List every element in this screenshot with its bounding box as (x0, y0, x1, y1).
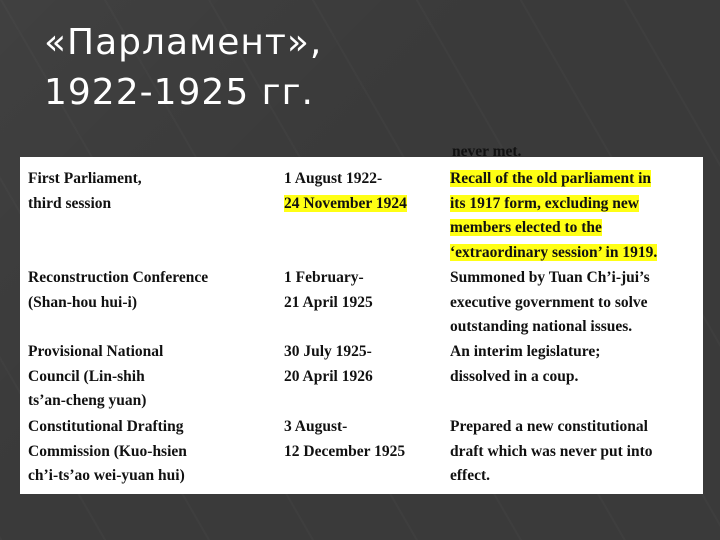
table-row-3-body (28, 340, 163, 414)
row-1-body-line-2: third session (28, 194, 112, 212)
row-4-body-line-3: ch’i-ts’ao wei-yuan hui) (28, 467, 185, 485)
table-row-1-body (28, 167, 142, 216)
row-4-body-line-2: Commission (Kuo-hsien (28, 442, 187, 460)
table-row-2-notes (450, 266, 650, 340)
row-1-note-line-2-wrap (450, 192, 657, 217)
row-3-body-line-1: Provisional National (28, 343, 164, 360)
table-row-3-dates (284, 340, 373, 389)
row-2-date-end: 21 April 1925 (284, 293, 373, 311)
row-1-body-line-1: First Parliament, (28, 170, 142, 187)
row-3-date-end: 20 April 1926 (284, 367, 373, 385)
slide-title (44, 18, 322, 118)
table-row-4-notes (450, 415, 653, 489)
row-4-body-line-1: Constitutional Drafting (28, 418, 184, 435)
table-row-3-notes (450, 340, 600, 389)
table-row-1-dates (284, 167, 407, 216)
row-1-note-line-1: Recall of the old parliament in (450, 170, 652, 187)
row-4-note-line-3: effect. (450, 467, 490, 485)
row-1-date-end-wrap (284, 192, 407, 217)
row-2-body-line-2: (Shan-hou hui-i) (28, 293, 137, 311)
title-line-2: 1922-1925 гг. (44, 72, 314, 113)
row-3-date-start: 30 July 1925- (284, 343, 372, 360)
row-2-note-line-3: outstanding national issues. (450, 318, 633, 336)
row-4-date-end: 12 December 1925 (284, 442, 406, 460)
table-row-1-notes (450, 167, 657, 266)
cut-off-text: never met. (452, 143, 522, 160)
row-1-note-line-1-wrap (450, 167, 657, 192)
row-1-note-line-2: its 1917 form, excluding new (450, 194, 640, 212)
table-row-4-body (28, 415, 187, 489)
row-1-note-line-3: members elected to the (450, 219, 602, 237)
row-3-note-line-2: dissolved in a coup. (450, 367, 579, 385)
scanned-table-image (20, 143, 703, 494)
row-2-note-line-1: Summoned by Tuan Ch’i-jui’s (450, 269, 650, 286)
row-1-date-start: 1 August 1922- (284, 170, 383, 187)
row-2-body-line-1: Reconstruction Conference (28, 269, 209, 286)
row-4-note-line-2: draft which was never put into (450, 442, 653, 460)
row-1-note-line-3-wrap (450, 216, 657, 241)
row-2-date-start: 1 February- (284, 269, 364, 286)
table-row-4-dates (284, 415, 405, 464)
table-row-2-body (28, 266, 208, 315)
row-2-note-line-2: executive government to solve (450, 293, 648, 311)
row-1-note-line-4-wrap (450, 241, 657, 266)
table-row-2-dates (284, 266, 373, 315)
row-3-body-line-3: ts’an-cheng yuan) (28, 392, 147, 410)
row-1-note-line-4: ‘extraordinary session’ in 1919. (450, 244, 658, 262)
row-4-date-start: 3 August- (284, 418, 348, 435)
row-4-note-line-1: Prepared a new constitutional (450, 418, 648, 435)
title-line-1: «Парламент», (44, 22, 323, 63)
row-3-note-line-1: An interim legislature; (450, 343, 601, 360)
row-1-date-end: 24 November 1924 (284, 194, 407, 212)
row-3-body-line-2: Council (Lin-shih (28, 367, 145, 385)
